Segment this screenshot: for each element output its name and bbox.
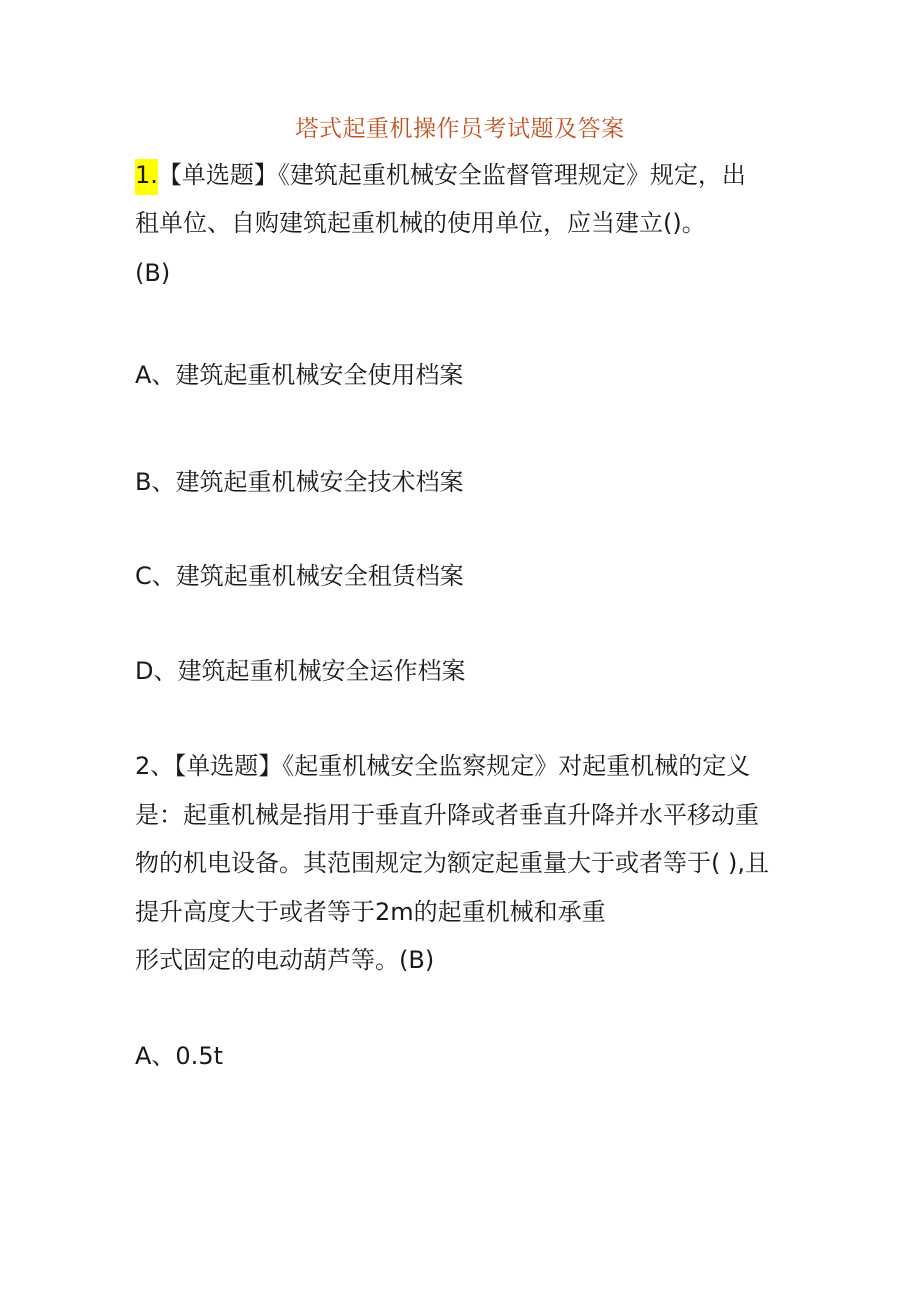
question-2-stem-line-1: 2、【单选题】《起重机械安全监察规定》对起重机械的定义: [135, 752, 751, 780]
document-title: 塔式起重机操作员考试题及答案: [295, 116, 625, 142]
question-1-number: 1.: [135, 159, 158, 195]
question-1-stem-line-2: 租单位、自购建筑起重机械的使用单位，应当建立()。: [135, 209, 706, 237]
question-2-stem-line-3: 物的机电设备。其范围规定为额定起重量大于或者等于( ),且: [135, 849, 769, 877]
question-2-stem-line-4: 提升高度大于或者等于2m的起重机械和承重: [135, 898, 606, 926]
question-1-option-b: B、建筑起重机械安全技术档案: [135, 468, 464, 496]
question-1-option-a: A、建筑起重机械安全使用档案: [135, 361, 464, 389]
question-1-option-d: D、建筑起重机械安全运作档案: [135, 657, 466, 685]
question-1-option-c: C、建筑起重机械安全租赁档案: [135, 562, 464, 590]
question-2-stem-line-5: 形式固定的电动葫芦等。(B): [135, 946, 435, 974]
question-1-stem-text: 【单选题】《建筑起重机械安全监督管理规定》规定，出: [157, 161, 746, 189]
question-2-stem-line-2: 是：起重机械是指用于垂直升降或者垂直升降并水平移动重: [135, 801, 759, 829]
question-1-answer: (B): [135, 259, 171, 287]
question-2-option-a: A、0.5t: [135, 1042, 223, 1070]
question-1-stem-line-1: [135, 160, 746, 190]
